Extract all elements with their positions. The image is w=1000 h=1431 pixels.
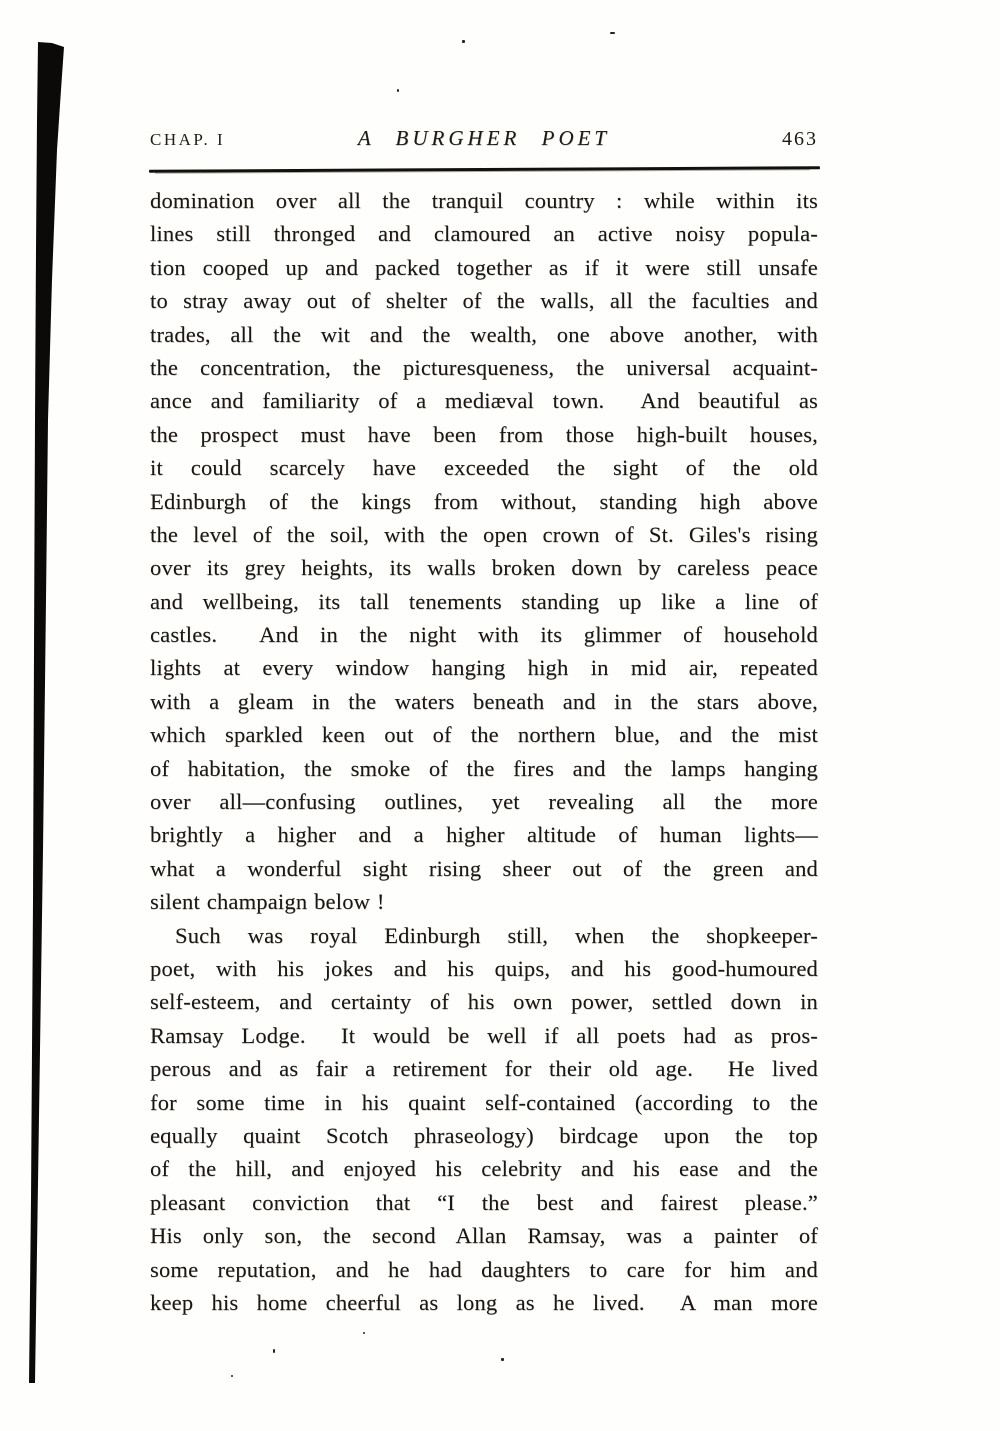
text-line: pleasant conviction that “I the best and fairest please.” — [150, 1189, 818, 1215]
text-line: perous and as fair a retirement for their old age. He lived — [150, 1056, 818, 1082]
text-line-paragraph-end: silent champaign below ! — [150, 889, 385, 915]
scan-speck — [231, 1375, 233, 1377]
chapter-label: CHAP. I — [150, 130, 226, 149]
text-line: poet, with his jokes and his quips, and his good-humoured — [150, 955, 818, 981]
scan-speck — [610, 32, 615, 34]
text-line: His only son, the second Allan Ramsay, was a painter of — [150, 1223, 818, 1249]
text-line: trades, all the wit and the wealth, one above another, with — [150, 321, 818, 347]
running-header — [150, 126, 818, 151]
text-line: and wellbeing, its tall tenements standing up like a line of — [150, 588, 818, 614]
text-line: the concentration, the picturesqueness, the universal acquaint- — [150, 354, 818, 380]
text-line: the level of the soil, with the open crown of St. Giles's rising — [150, 521, 818, 547]
text-line: equally quaint Scotch phraseology) birdcage upon the top — [150, 1122, 818, 1148]
text-line: what a wonderful sight rising sheer out of the green and — [150, 855, 818, 881]
scan-speck — [462, 40, 465, 43]
text-line: it could scarcely have exceeded the sight of the old — [150, 455, 818, 481]
scan-speck — [501, 1358, 504, 1361]
text-line: over all—confusing outlines, yet revealing all the more — [150, 789, 818, 815]
text-line: which sparkled keen out of the northern blue, and the mist — [150, 722, 818, 748]
text-line: of the hill, and enjoyed his celebrity and his ease and the — [150, 1156, 818, 1182]
text-line: keep his home cheerful as long as he lived. A man more — [150, 1289, 818, 1315]
text-line: lights at every window hanging high in mid air, repeated — [150, 655, 818, 681]
text-line: castles. And in the night with its glimmer of household — [150, 622, 818, 648]
text-line: with a gleam in the waters beneath and in the stars above, — [150, 688, 818, 714]
text-line: self-esteem, and certainty of his own power, settled down in — [150, 989, 818, 1015]
body-text-block — [150, 184, 818, 1319]
text-line: Edinburgh of the kings from without, standing high above — [150, 488, 818, 514]
scan-speck — [397, 89, 399, 92]
text-line: brightly a higher and a higher altitude of human lights— — [150, 822, 818, 848]
scan-speck — [363, 1332, 365, 1334]
text-line: for some time in his quaint self-contained (according to the — [150, 1089, 818, 1115]
page-number: 463 — [782, 128, 818, 150]
text-line: Ramsay Lodge. It would be well if all poets had as pros- — [150, 1022, 818, 1048]
header-rule — [149, 166, 820, 173]
scan-speck — [273, 1349, 275, 1353]
page-title: A BURGHER POET — [357, 126, 611, 150]
text-line-paragraph-start: Such was royal Edinburgh still, when the shopkeeper- — [175, 922, 818, 948]
text-line: ance and familiarity of a mediæval town. And beautiful as — [150, 388, 818, 414]
text-line: of habitation, the smoke of the fires and the lamps hanging — [150, 755, 818, 781]
text-line: to stray away out of shelter of the walls, all the faculties and — [150, 288, 818, 314]
text-line: some reputation, and he had daughters to care for him and — [150, 1256, 818, 1282]
text-line: over its grey heights, its walls broken down by careless peace — [150, 555, 818, 581]
text-line: the prospect must have been from those high-built houses, — [150, 421, 818, 447]
text-line: domination over all the tranquil country : while within its — [150, 188, 818, 213]
text-line: tion cooped up and packed together as if it were still unsafe — [150, 254, 818, 280]
text-line: lines still thronged and clamoured an active noisy popula- — [150, 221, 818, 247]
